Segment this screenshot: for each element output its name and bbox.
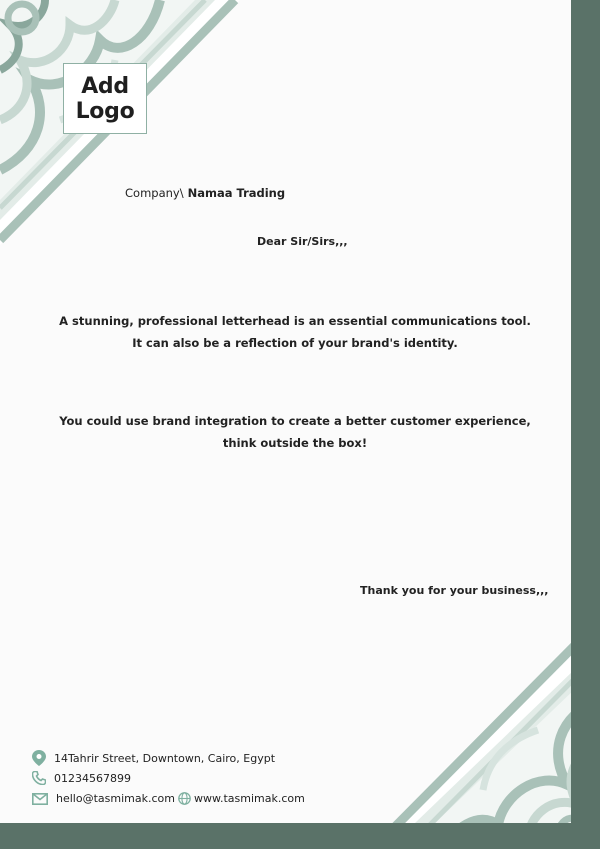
company-name: Namaa Trading [187, 186, 286, 200]
contact-phone [32, 771, 131, 785]
address-text: 14Tahrir Street, Downtown, Cairo, Egypt [54, 751, 276, 765]
website-text[interactable]: www.tasmimak.com [193, 792, 305, 805]
body-paragraph-2-line-1: You could use brand integration to create a better customer experience, [59, 414, 531, 428]
location-pin-icon [32, 750, 46, 766]
globe-icon [178, 792, 191, 805]
bottom-frame-bar [0, 823, 600, 849]
phone-text[interactable]: 01234567899 [54, 771, 131, 785]
logo-placeholder[interactable] [63, 63, 147, 134]
closing-line: Thank you for your business,,, [360, 584, 549, 597]
email-text[interactable]: hello@tasmimak.com [56, 792, 175, 805]
body-paragraph-1 [40, 310, 550, 354]
globe-icon-wrapper [178, 792, 191, 805]
logo-text-line1: Add [81, 73, 129, 99]
company-label: Company\ [125, 186, 184, 200]
contact-email-web [32, 792, 305, 805]
right-frame-bar [571, 0, 600, 849]
greeting: Dear Sir/Sirs,,, [257, 235, 348, 248]
body-paragraph-1-line-1: A stunning, professional letterhead is an essential communications tool. [59, 314, 531, 328]
body-paragraph-1-line-2: It can also be a reflection of your brand's identity. [132, 336, 458, 350]
logo-text-line2: Logo [75, 98, 135, 124]
company-line [125, 186, 285, 200]
corner-ornament-bottom-right [368, 620, 600, 849]
body-paragraph-2-line-2: think outside the box! [222, 436, 368, 450]
body-paragraph-2 [40, 410, 550, 454]
contact-address [32, 750, 275, 766]
phone-icon [32, 771, 46, 785]
envelope-icon [32, 793, 48, 805]
